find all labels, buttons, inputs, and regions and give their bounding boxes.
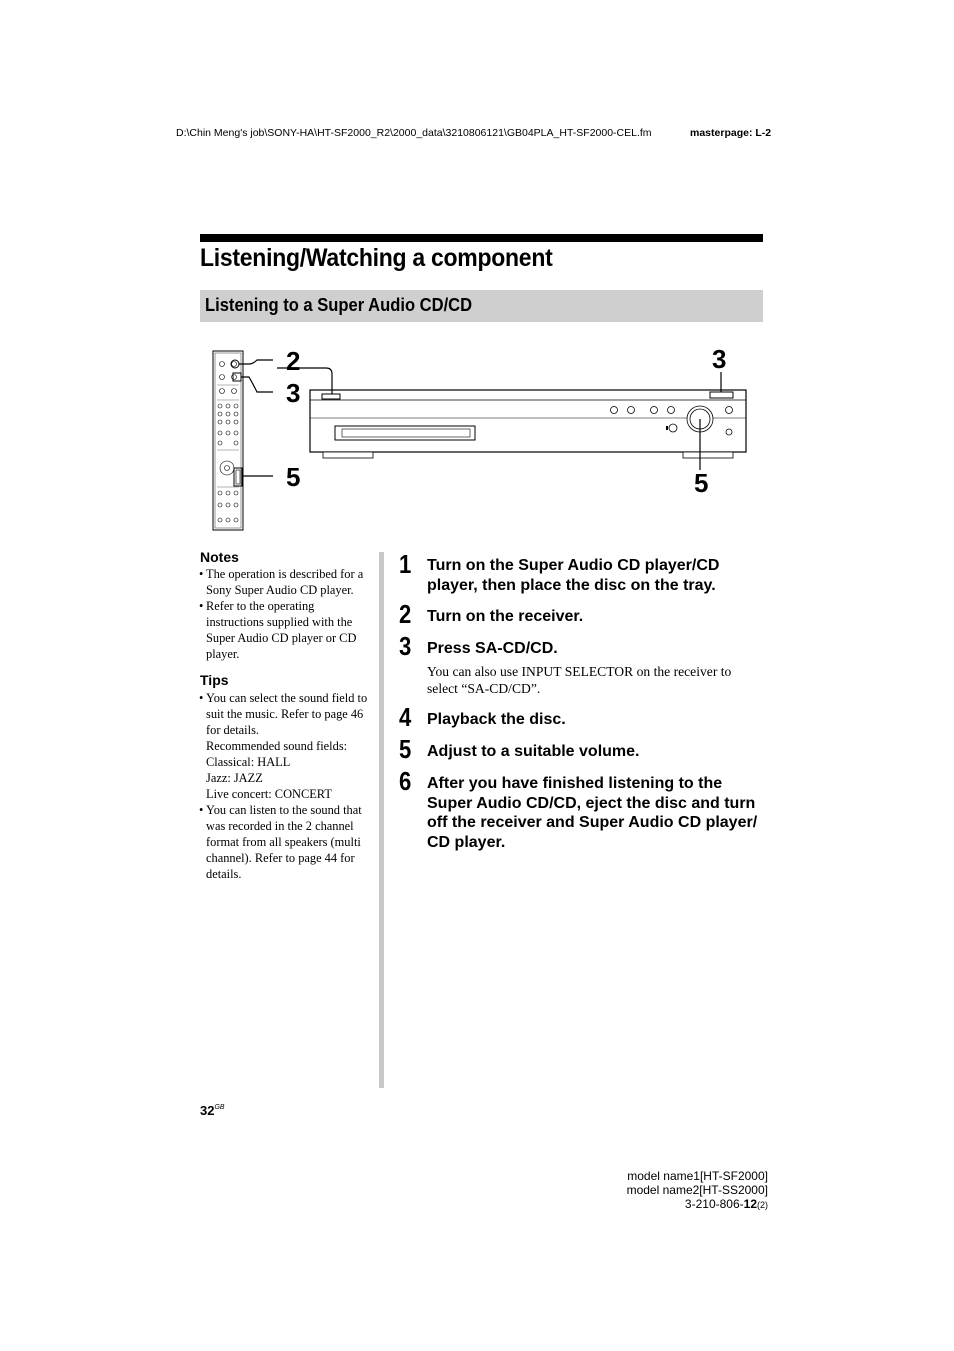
tips-list (199, 690, 374, 882)
part-code (627, 1197, 768, 1212)
section-title: Listening to a Super Audio CD/CD (205, 295, 473, 315)
part-code-bold: 12 (743, 1197, 757, 1211)
step-text: Turn on the receiver. (427, 608, 584, 625)
equipment-illustration (205, 340, 765, 540)
note-item: • Refer to the operating instructions supplied with the Super Audio CD player or CD player. (199, 598, 374, 662)
step-number: 2 (399, 599, 412, 629)
model-name-2: model name2[HT-SS2000] (626, 1183, 768, 1197)
file-path-header: D:\Chin Meng's job\SONY-HA\HT-SF2000_R2\2000_data\3210806121\GB04PLA_HT-SF2000-CEL.fm (176, 127, 652, 139)
column-divider (379, 552, 384, 1088)
page-number (200, 1103, 225, 1118)
step-number: 3 (399, 631, 412, 661)
receiver-callout-3: 3 (712, 344, 727, 374)
step-text: Press SA-CD/CD. (427, 640, 558, 657)
tip-extra-line: Recommended sound fields: (206, 739, 348, 753)
model-name-1: model name1[HT-SF2000] (627, 1169, 768, 1183)
page-number-value: 32 (200, 1103, 215, 1118)
page-title: Listening/Watching a component (200, 244, 553, 272)
step-number: 1 (399, 549, 412, 579)
receiver-callout-5: 5 (694, 468, 709, 498)
step-number: 4 (399, 702, 412, 732)
note-item: • The operation is described for a Sony Super Audio CD player. (199, 566, 374, 598)
tip-item (199, 802, 374, 882)
tip-text: You can select the sound field to suit the music. Refer to page 46 for details. (206, 691, 368, 737)
part-code-prefix: 3-210-806- (684, 1197, 744, 1211)
step-number: 6 (399, 766, 412, 796)
tip-text: You can listen to the sound that was recorded in the 2 channel format from all speakers (multi channel). Refer to page 44 for details. (206, 803, 362, 881)
notes-list (199, 566, 374, 662)
tip-extra-line: Classical: HALL (206, 755, 291, 769)
notes-heading: Notes (200, 549, 239, 565)
remote-control-image (213, 351, 273, 530)
receiver-front-panel-image (277, 368, 746, 470)
step-text: Playback the disc. (427, 711, 566, 728)
title-rule (200, 234, 763, 242)
tip-extra-line: Jazz: JAZZ (206, 771, 263, 785)
tip-extra-line: Live concert: CONCERT (206, 787, 332, 801)
tips-heading: Tips (200, 672, 229, 688)
step-number: 5 (399, 734, 412, 764)
step-text: After you have finished listening to the Super Audio CD/CD, eject the disc and turn off the receiver and Super Audio CD player/ CD player. (427, 775, 758, 851)
tip-item (199, 690, 374, 802)
remote-callout-5: 5 (286, 462, 301, 492)
part-code-suffix: (2) (757, 1200, 768, 1210)
step-text: Adjust to a suitable volume. (427, 743, 640, 760)
remote-callout-2: 2 (286, 346, 301, 376)
remote-callout-3: 3 (286, 378, 301, 408)
page-number-suffix: GB (214, 1104, 225, 1111)
model-footer (627, 1169, 768, 1212)
step-subtext: You can also use INPUT SELECTOR on the receiver to select “SA-CD/CD”. (427, 664, 732, 696)
masterpage-label: masterpage: L-2 (690, 127, 772, 139)
step-text: Turn on the Super Audio CD player/CD player, then place the disc on the tray. (427, 557, 720, 594)
